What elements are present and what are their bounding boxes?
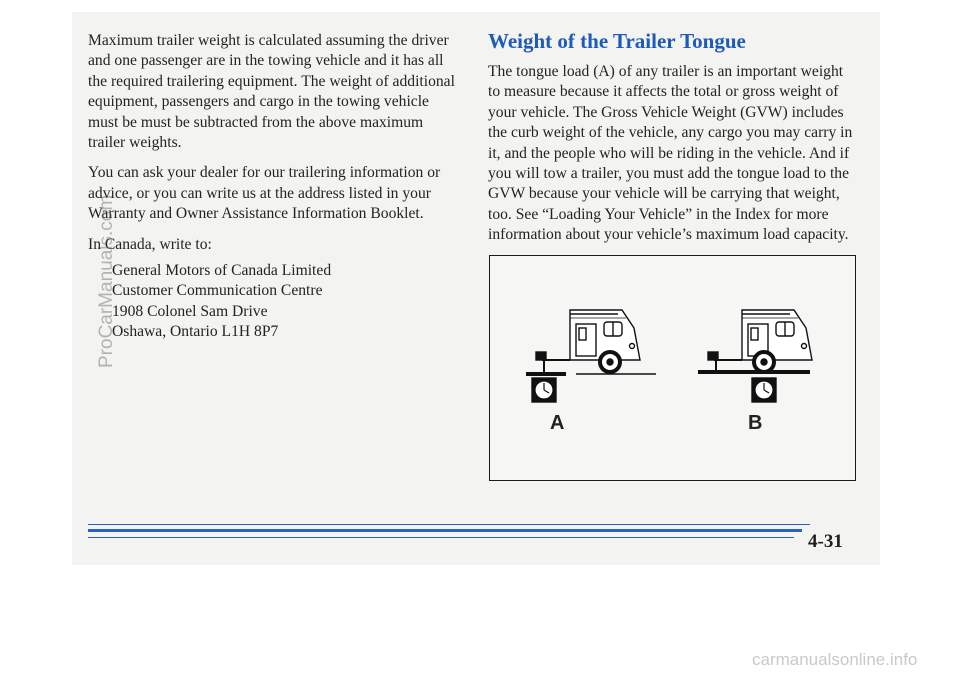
footer-rule-thick	[88, 529, 802, 532]
canada-address	[112, 261, 460, 343]
figure-label-b: B	[748, 412, 763, 434]
footer-rule-bottom	[88, 537, 794, 538]
trailer-b-drawing	[698, 310, 812, 402]
tongue-load-paragraph: The tongue load (A) of any trailer is an important weight to measure because it affects the total or gross weight of your vehicle. The Gross Vehicle Weight (GVW) includes the curb weight of the vehicle, any cargo you may carry in it, and the people who will be riding in the vehicle. And if you will tow a trailer, you must add the tongue load to the GVW because your vehicle will be carrying that weight, too. See “Loading Your Vehicle” in the Index for more information about your vehicle’s maximum load capacity.	[488, 63, 853, 244]
left-column	[88, 31, 460, 343]
trailer-tongue-figure	[489, 255, 856, 481]
section-heading: Weight of the Trailer Tongue	[488, 29, 746, 53]
footer-rule-top	[88, 524, 810, 525]
side-watermark: ProCarManuals.com	[96, 194, 117, 368]
towing-weight-paragraph: Maximum trailer weight is calculated assuming the driver and one passenger are in the towing vehicle and it has all the required trailering equipment. The weight of additional equipment, passengers and cargo in the towing vehicle must be must be subtracted from the above maximum trailer weights.	[88, 32, 455, 152]
trailer-a-drawing	[526, 310, 656, 402]
site-watermark: carmanualsonline.info	[752, 650, 918, 669]
address-line-1: General Motors of Canada Limited	[112, 262, 332, 280]
page-number: 4-31	[808, 531, 843, 552]
figure-label-a: A	[550, 412, 565, 434]
address-line-4: Oshawa, Ontario L1H 8P7	[112, 323, 279, 341]
address-line-3: 1908 Colonel Sam Drive	[112, 302, 268, 320]
address-line-2: Customer Communication Centre	[112, 282, 323, 300]
canada-intro: In Canada, write to:	[88, 235, 212, 253]
trailer-illustration	[490, 256, 854, 479]
dealer-info-paragraph: You can ask your dealer for our trailering information or advice, or you can write us at the address listed in your Warranty and Owner Assistance Information Booklet.	[88, 164, 441, 223]
right-column	[488, 28, 858, 256]
